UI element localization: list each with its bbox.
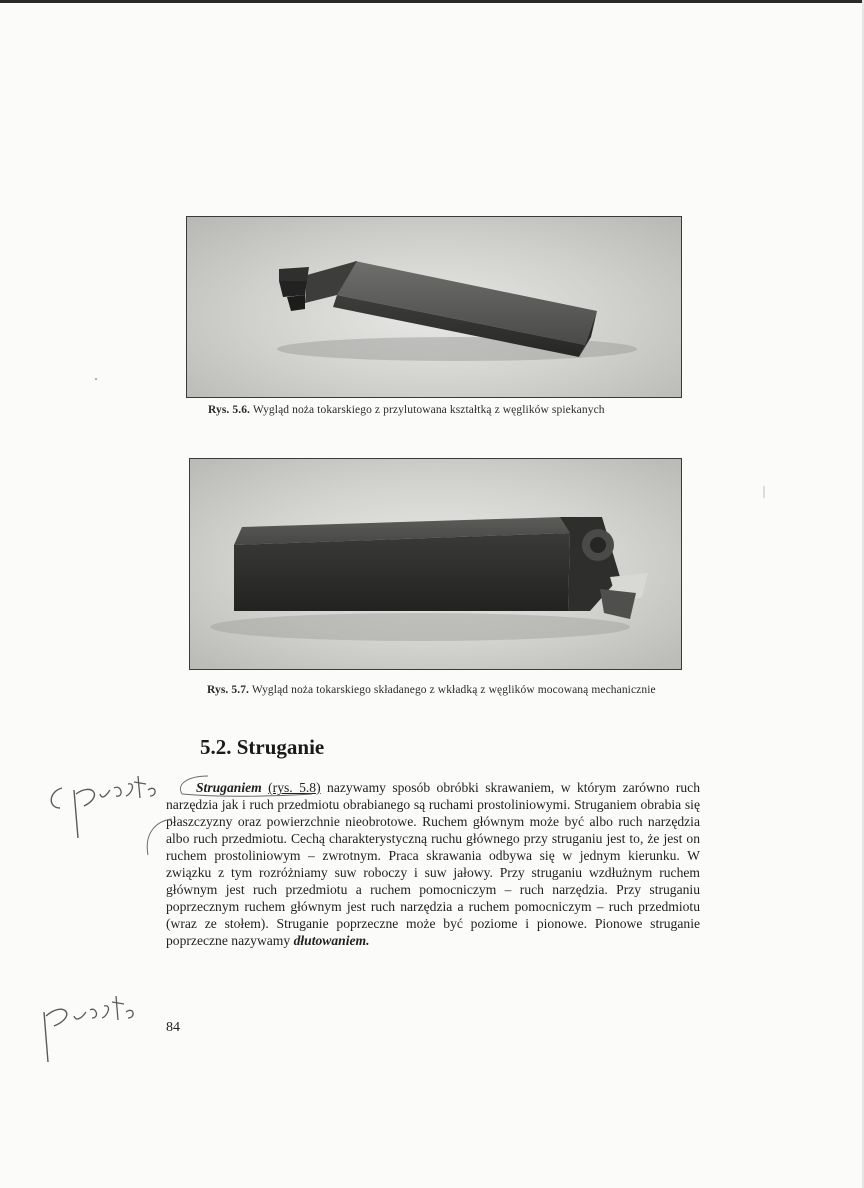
section-title-text: Struganie <box>236 735 325 759</box>
body-paragraph <box>166 779 700 949</box>
figure-label-5-6: Rys. 5.6. <box>208 404 251 416</box>
figure-reference-5-8: (rys. 5.8) <box>268 780 321 795</box>
term-struganiem: Struganiem <box>196 780 262 795</box>
stray-line <box>761 485 767 499</box>
handwritten-bracket-mark <box>136 815 176 865</box>
lathe-tool-brazed-illustration <box>187 217 681 397</box>
handwritten-annotation-proste-2 <box>34 992 154 1064</box>
figure-caption-text-5-7: Wygląd noża tokarskiego składanego z wkładką z węglików mocowaną mechanicznie <box>251 684 656 696</box>
page-number: 84 <box>166 1020 180 1035</box>
scan-edge-top <box>0 0 864 3</box>
figure-indexable-lathe-tool-photo <box>189 458 682 670</box>
section-number: 5.2. <box>200 735 232 759</box>
figure-brazed-lathe-tool-photo <box>186 216 682 398</box>
figure-label-5-7: Rys. 5.7. <box>207 684 250 696</box>
section-heading <box>200 735 324 760</box>
figure-caption-5-7 <box>207 684 656 696</box>
section-body <box>166 779 700 949</box>
lathe-tool-indexable-illustration <box>190 459 681 669</box>
figure-caption-text-5-6: Wygląd noża tokarskiego z przylutowana kształtką z węglików spiekanych <box>252 404 605 416</box>
paragraph-text: nazywamy sposób obróbki skrawaniem, w którym zarówno ruch narzędzia jak i ruch przedmiotu obrabianego są ruchami prostoliniowymi. Struganiem obrabia się płaszczyzny oraz powierzchnie nieobrotowe. Ruchem głównym może być albo ruch narzędzia albo ruch przedmiotu. Cechą charakterystyczną ruchu głównego przy struganiu jest to, że jest on ruchem prostoliniowym – zwrotnym. Praca skrawania odbywa się w jednym kierunku. W związku z tym rozróżniamy suw roboczy i suw jałowy. Przy struganiu wzdłużnym ruchem głównym jest ruch przedmiotu a ruchem pomocniczym – ruch narzędzia. Przy struganiu poprzecznym ruchem głównym jest ruch narzędzia a ruchem pomocniczym – ruch przedmiotu (wraz ze stołem). Struganie poprzeczne może być poziome i pionowe. Pionowe struganie poprzeczne nazywamy <box>166 780 700 948</box>
handwritten-circle-mark <box>168 770 321 800</box>
term-dlutowaniem: dłutowaniem. <box>293 933 370 948</box>
stray-dot <box>93 376 99 382</box>
figure-caption-5-6 <box>208 404 605 416</box>
